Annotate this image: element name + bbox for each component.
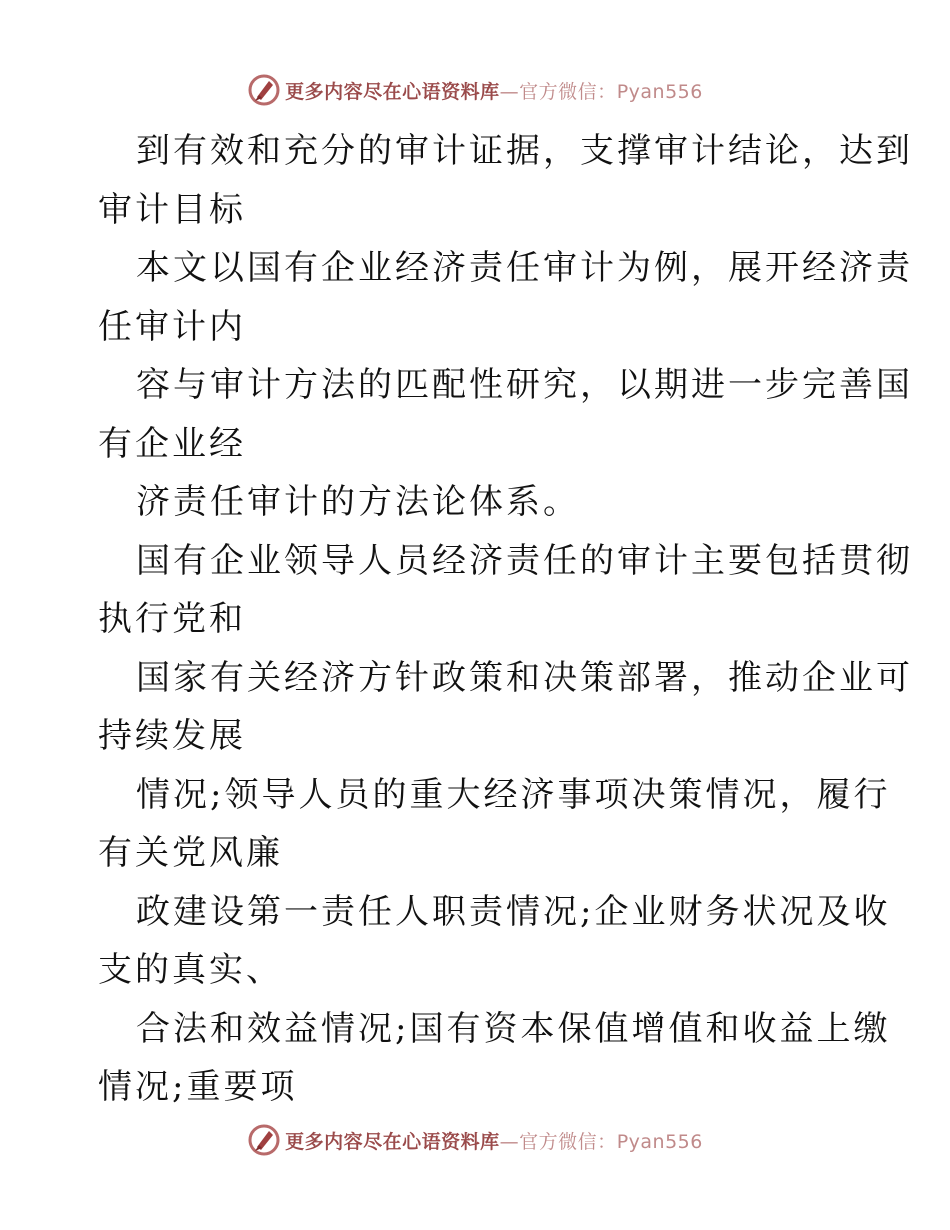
- pen-nib-circle-icon: [247, 1123, 281, 1157]
- pen-nib-circle-icon: [247, 73, 281, 107]
- text-line: 情况;领导人员的重大经济事项决策情况，履行: [136, 774, 891, 815]
- text-line: 执行党和: [98, 599, 246, 639]
- text-line: 国家有关经济方针政策和决策部署，推动企业可: [136, 657, 913, 698]
- text-line: 容与审计方法的匹配性研究，以期进一步完善国: [136, 365, 913, 405]
- text-line: 有企业经: [98, 423, 246, 464]
- banner-text: 更多内容尽在心语资料库—官方微信：Pyan556: [285, 80, 703, 103]
- text-line: 任审计内: [98, 306, 246, 347]
- text-line: 到有效和充分的审计证据，支撑审计结论，达到: [136, 131, 913, 171]
- footer-banner: [0, 1120, 950, 1160]
- text-line: 情况;重要项: [98, 1067, 298, 1107]
- text-line: 支的真实、: [98, 950, 283, 990]
- text-line: 合法和效益情况;国有资本保值增值和收益上缴: [136, 1008, 891, 1049]
- header-banner: [0, 70, 950, 110]
- text-line: 持续发展: [98, 716, 246, 756]
- text-line: 济责任审计的方法论体系。: [136, 482, 580, 522]
- document-body: [98, 122, 913, 1117]
- text-line: 有关党风廉: [98, 833, 283, 873]
- text-line: 审计目标: [98, 189, 246, 230]
- text-line: 本文以国有企业经济责任审计为例，展开经济责: [136, 248, 913, 288]
- text-line: 政建设第一责任人职责情况;企业财务状况及收: [136, 891, 891, 932]
- text-line: 国有企业领导人员经济责任的审计主要包括贯彻: [136, 540, 913, 581]
- banner-text: 更多内容尽在心语资料库—官方微信：Pyan556: [285, 1130, 703, 1153]
